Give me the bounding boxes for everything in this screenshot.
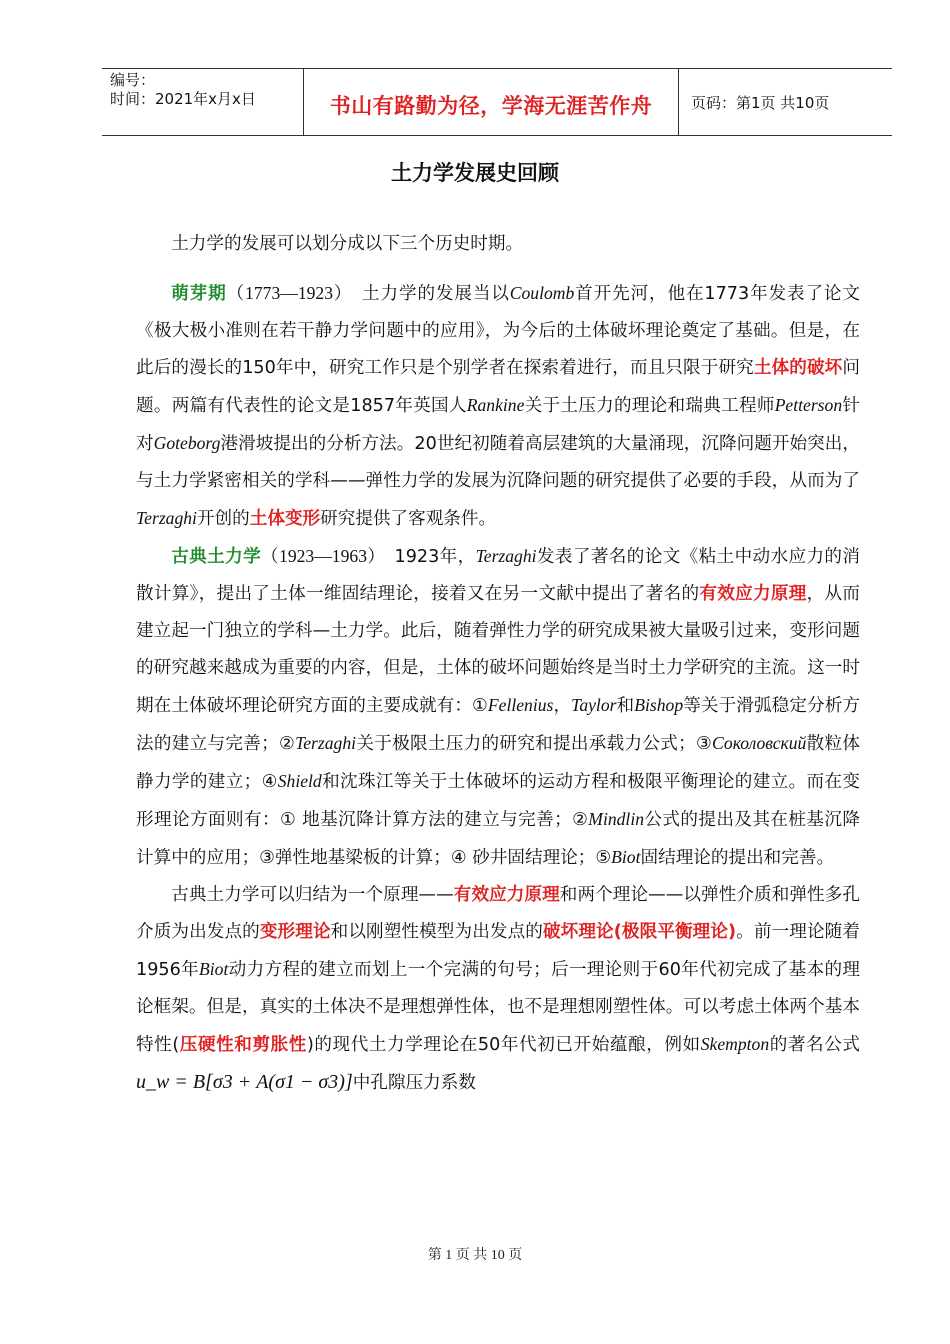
person-name: Rankine: [466, 395, 525, 415]
period-name: 古典土力学: [171, 547, 262, 567]
highlight-term: 压硬性和剪胀性: [179, 1035, 307, 1055]
person-name: Biot: [199, 959, 229, 979]
highlight-term: 土体变形: [249, 509, 321, 529]
person-name: Terzaghi: [475, 546, 537, 566]
page-info: 页码：第1页 共10页: [691, 93, 830, 112]
page-footer: 第 1 页 共 10 页: [427, 1248, 523, 1263]
person-name: Shield: [277, 771, 322, 791]
person-name: Petterson: [774, 395, 843, 415]
paragraph-summary: 古典土力学可以归结为一个原理——有效应力原理和两个理论——以弹性介质和弹性多孔介质为出发点的变形理论和以刚塑性模型为出发点的破坏理论(极限平衡理论)。前一理论随着1956年Biot动力方程的建立而划上一个完满的句号；后一理论则于60年代初完成了基本的理论框架。但是，真实的土体决不是理想弹性体，也不是理想刚塑性体。可以考虑土体两个基本特性(压硬性和剪胀性)的现代土力学理论在50年代初已开始蕴酿，例如Skempton的著名公式u_w = B[σ3 + A(σ1 − σ3)]中孔隙压力系数: [136, 885, 860, 1093]
person-name: Terzaghi: [136, 508, 197, 528]
person-name: Coulomb: [509, 283, 575, 303]
highlight-term: 土体的破坏: [753, 358, 843, 378]
period-years: （1773—1923）: [226, 283, 344, 303]
document-title: 土力学发展史回顾: [391, 161, 559, 185]
person-name: Соколовский: [712, 733, 807, 753]
highlight-term: 破坏理论(极限平衡理论): [542, 922, 737, 942]
highlight-term: 有效应力原理: [699, 584, 807, 604]
paragraph-embryonic-period: 萌芽期（1773—1923） 土力学的发展当以Coulomb首开先河，他在1773年发表了论文《极大极小准则在若干静力学问题中的应用》，为今后的土体破坏理论奠定了基础。但是，在此后的漫长的150年中，研究工作只是个别学者在探索着进行，而且只限于研究土体的破坏问题。两篇有代表性的论文是1857年英国人Rankine关于土压力的理论和瑞典工程师Petterson针对Goteborg港滑坡提出的分析方法。20世纪初随着高层建筑的大量涌现，沉降问题开始突出，与土力学紧密相关的学科——弹性力学的发展为沉降问题的研究提供了必要的手段，从而为了Terzaghi开创的土体变形研究提供了客观条件。: [136, 283, 860, 529]
highlight-term: 有效应力原理: [453, 885, 560, 905]
period-years: （1923—1963）: [261, 546, 377, 566]
person-name: Bishop: [634, 695, 684, 715]
code-label: 编号：: [110, 71, 156, 89]
motto: 书山有路勤为径，学海无涯苦作舟: [329, 94, 653, 118]
header-motto-cell: [304, 69, 679, 135]
person-name: Terzaghi: [295, 733, 357, 753]
intro-paragraph: 土力学的发展可以划分成以下三个历史时期。: [171, 234, 524, 254]
header-page-cell: [679, 69, 892, 135]
header-meta: [102, 69, 304, 135]
person-name: Fellenius: [487, 695, 554, 715]
place-name: Goteborg: [153, 433, 221, 453]
person-name: Mindlin: [588, 809, 645, 829]
period-name: 萌芽期: [171, 284, 227, 304]
person-name: Skempton: [700, 1034, 770, 1054]
highlight-term: 变形理论: [259, 922, 331, 942]
person-name: Biot: [611, 847, 641, 867]
paragraph-classical-period: 古典土力学（1923—1963） 1923年，Terzaghi发表了著名的论文《粘土中动水应力的消散计算》，提出了土体一维固结理论，接着又在另一文献中提出了著名的有效应力原理，从而建立起一门独立的学科—土力学。此后，随着弹性力学的研究成果被大量吸引过来，变形问题的研究越来越成为重要的内容，但是，土体的破坏问题始终是当时土力学研究的主流。这一时期在土体破坏理论研究方面的主要成就有：①Fellenius，Taylor和Bishop等关于滑弧稳定分析方法的建立与完善；②Terzaghi关于极限土压力的研究和提出承载力公式；③Соколовский散粒体静力学的建立；④Shield和沈珠江等关于土体破坏的运动方程和极限平衡理论的建立。而在变形理论方面则有：① 地基沉降计算方法的建立与完善；②Mindlin公式的提出及其在桩基沉降计算中的应用；③弹性地基梁板的计算；④ 砂井固结理论；⑤Biot固结理论的提出和完善。: [136, 546, 860, 868]
person-name: Taylor: [571, 695, 617, 715]
time-label: 时间：2021年x月x日: [110, 90, 256, 108]
document-body: [136, 226, 860, 1102]
document-header: [102, 68, 892, 136]
pore-pressure-formula: u_w = B[σ3 + A(σ1 − σ3)]: [136, 1071, 353, 1093]
